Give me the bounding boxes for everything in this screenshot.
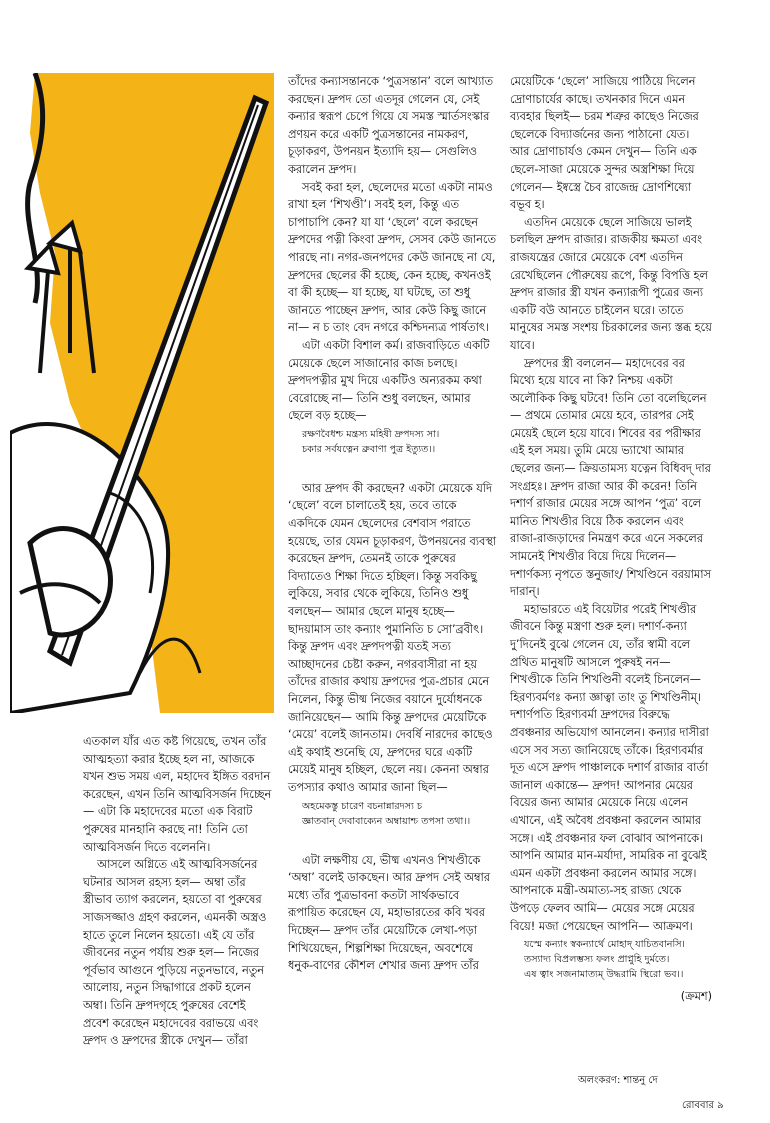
column-1 [83,733,273,1050]
verse-line: তস্যাদ্য বিপ্রলম্ভস্য ফলং প্রাপ্নুহি দুর্মতে। [524,954,670,966]
illustration-credit: অলংকরণ: শান্তনু দে [578,1075,658,1086]
continued-note: (ক্রমশ) [680,990,712,1004]
sanskrit-verse [302,799,498,829]
column-2 [288,73,498,975]
paragraph: আসলে অগ্নিতে এই আত্মবিসর্জনের ঘটনার আসল রহস্য হল— অম্বা তাঁর স্ত্রীভাব ত্যাগ করলেন, হয়তো বা পুরুষের সাজসজ্জাও গ্রহণ করলেন, এমনকী অস্ত্রও হাতে তুলে নিলেন হয়তো। এই যে তাঁর জীবনের নতুন পর্যায় শুরু হল— নিজের পূর্বভাব আগুনে পুড়িয়ে নতুনভাবে, নতুন আলোয়, নতুন সিদ্ধাগারে প্রকট হলেন অম্বা। তিনি দ্রুপদগৃহে পুরুষের বেশেই প্রবেশ করেছেন মহাদেবের বরাভয়ে এবং দ্রুপদ ও দ্রুপদের স্ত্রীকে দেখুন— তাঁরা [83,858,267,1048]
paragraph: এতকাল যাঁর এত কষ্ট গিয়েছে, তখন তাঁর আত্মহত্যা করার ইচ্ছে হল না, আজকে যখন শুভ সময় এল, মহাদেব ইঙ্গিত বরদান করেছেন, এখন তিনি আত্মবিসর্জন দিচ্ছেন— এটা কি মহাদেবের মতো এক বিরাট পুরুষের মানহানি করছে না! তিনি তো আত্মবিসর্জন দিতে বলেননি। [83,735,272,854]
paragraph: এটা একটা বিশাল কর্ম। রাজবাড়িতে একটি মেয়েকে ছেলে সাজানোর কাজ চলছে। দ্রুপদপত্নীর মুখ দিয়ে একটিও অন্যরকম কথা বেরোচ্ছে না— তিনি শুধু বলছেন, আমার ছেলে বড় হচ্ছে— [288,338,490,423]
verse-line: এষ ত্বাং সজনামাত্যম্ উদ্ধরামি স্থিরো ভব।। [524,969,684,981]
sword-illustration [10,73,274,713]
paragraph: তাঁদের কন্যাসন্তানকে ‘পুত্রসন্তান’ বলে আখ্যাত করছেন। দ্রুপদ তো এতদূর গেলেন যে, সেই কন্যার স্বরূপ চেপে গিয়ে যে সমস্ত স্মার্তসংস্কার প্রণয়ন করে একটি পুত্রসন্তানের নামকরণ, চূড়াকরণ, উপনয়ন ইত্যাদি হয়— সেগুলিও করালেন দ্রুপদ। [288,75,493,176]
verse-line: রক্ষণবৈধশ্চ মন্ত্রস্য মহিষী দ্রুপদস্য সা। [302,428,440,440]
paragraph: মেয়েটিকে ‘ছেলে’ সাজিয়ে পাঠিয়ে দিলেন দ্রোণাচার্যের কাছে। তখনকার দিনে এমন ব্যবহার ছিলই— চরম শত্রুর কাছেও নিজের ছেলেকে বিদ্যার্জনের জন্য পাঠানো যেত। আর দ্রোণাচার্যও কেমন দেখুন— তিনি এক ছেলে-সাজা মেয়েকে সুন্দর অস্ত্রশিক্ষা দিয়ে গেলেন— ইষ্বস্ত্রে চৈব রাজেন্দ্র দ্রোণশিষ্যো বভূব হ। [510,75,699,212]
page-folio: রোববার ৯ [682,1100,724,1111]
verse-line: যস্মে কন্যাং স্বকন্যার্থে মোহাদ্ যাচিতবানসি। [524,939,685,951]
sanskrit-verse [302,427,498,457]
paragraph: এটা লক্ষণীয় যে, ভীষ্ম এখনও শিখণ্ডীকে ‘অম্বা’ বলেই ডাকছেন। আর দ্রুপদ সেই অম্বার মধ্যে তাঁর পুত্রভাবনা কতটা সার্থকভাবে রূপায়িত করেছেন যে, মহাভারতের কবি খবর দিচ্ছেন— দ্রুপদ তাঁর মেয়েটিকে লেখা-পড়া শিখিয়েছেন, শিল্পশিক্ষা দিয়েছেন, অবশেষে ধনুক-বাণের কৌশল শেখার জন্য দ্রুপদ তাঁর [288,853,491,973]
verse-line: জ্ঞাতবান্ দেবাবাক্যেন অম্বায়াশ্চ তপসা তথা।। [302,815,471,827]
column-3 [510,73,712,1006]
verse-line: চকার সর্বযত্নেন ব্রুবাণা পুত্র ইত্যুত।। [302,443,436,455]
paragraph: আর দ্রুপদ কী করছেন? একটা মেয়েকে যদি ‘ছেলে’ বলে চালাতেই হয়, তবে তাকে একদিকে যেমন ছেলেদের বেশবাস পরাতে হয়েছে, তার যেমন চূড়াকরণ, উপনয়নের ব্যবস্থা করেছেন দ্রুপদ, তেমনই তাকে পুরুষের বিদ্যাতেও শিক্ষা দিতে হচ্ছিল। কিন্তু সবকিছু লুকিয়ে, সবার থেকে লুকিয়ে, তিনিও শুধু বলছেন— আমার ছেলে মানুষ হচ্ছে— ছাদয়ামাস তাং কন্যাং পুমানিতি চ সো’ব্রবীৎ। কিন্তু দ্রুপদ এবং দ্রুপদপত্নী যতই সত্য আচ্ছাদনের চেষ্টা করুন, নগরবাসীরা না হয় তাঁদের রাজার কথায় দ্রুপদের পুত্র-প্রচার মেনে নিলেন, কিন্তু ভীষ্ম নিজের বয়ানে দুর্যোধনকে জানিয়েছেন— আমি কিন্তু দ্রুপদের মেয়েটিকে ‘মেয়ে’ বলেই জানতাম। দেবর্ষি নারদের কাছেও এই কথাই শুনেছি যে, দ্রুপদের ঘরে একটি মেয়েই মানুষ হচ্ছিল, ছেলে নয়। কেননা অম্বার তপস্যার কথাও আমার জানা ছিল— [288,481,497,794]
sanskrit-verse [524,937,712,982]
paragraph: মহাভারতে এই বিয়েটার পরেই শিখণ্ডীর জীবনে কিন্তু মস্ত্রণা শুরু হল। দশার্ণ-কন্যা দু’দিনেই বুঝে গেলেন যে, তাঁর স্বামী বলে প্রথিত মানুষটি আসলে পুরুষই নন— শিখণ্ডীকে তিনি শিখণ্ডিনী বলেই চিনলেন— হিরণ্যবর্মণঃ কন্যা জ্ঞাত্বা তাং তু শিখণ্ডিনীম্। দশার্ণপতি হিরণ্যবর্মা দ্রুপদের বিরুদ্ধে প্রবঞ্চনার অভিযোগ আনলেন। কন্যার দাসীরা এসে সব সত্য জানিয়েছে তাঁকে। হিরণ্যবর্মার দূত এসে দ্রুপদ পাঞ্চালকে দশার্ণ রাজার বার্তা জানাল একান্তে— দ্রুপদ! আপনার মেয়ের বিয়ের জন্য আমার মেয়েকে নিয়ে এলেন এখানে, এই অবৈধ প্রবঞ্চনা করলেন আমার সঙ্গে। এই প্রবঞ্চনার ফল বোঝাব আপনাকে। আপনি আমার মান-মর্যাদা, সামরিক না বুঝেই এমন একটা প্রবঞ্চনা করলেন আমার সঙ্গে। আপনাকে মন্ত্রী-অমাত্য-সহ রাজ্য থেকে উপড়ে ফেলব আমি— মেয়ের সঙ্গে মেয়ের বিয়ে! মজা পেয়েছেন আপনি— আক্রমণ। [510,602,709,933]
verse-line: অহমেকস্তু চারেণ বচনান্নারদস্য চ [302,800,423,812]
paragraph: এতদিন মেয়েকে ছেলে সাজিয়ে ভালই চলছিল দ্রুপদ রাজার। রাজকীয় ক্ষমতা এবং রাজযন্ত্রের জোরে মেয়েকে বেশ এতদিন রেখেছিলেন পৌরুষেয় রূপে, কিন্তু বিপত্তি হল দ্রুপদ রাজার স্ত্রী যখন কন্যারূপী পুত্রের জন্য একটি বউ আনতে চাইলেন ঘরে। তাতে মানুষের সমস্ত সংশয় চিরকালের জন্য স্তব্ধ হয়ে যাবে। [510,215,712,352]
paragraph: সবই করা হল, ছেলেদের মতো একটা নামও রাখা হল ‘শিখণ্ডী’। সবই হল, কিন্তু এত চাপাচাপি কেন? যা যা ‘ছেলে’ বলে করছেন দ্রুপদের পত্নী কিংবা দ্রুপদ, সেসব কেউ জানতে পারছে না। নগর-জনপদের কেউ জানছে না যে, দ্রুপদের ছেলের কী হচ্ছে, কেন হচ্ছে, কখনওই বা কী হচ্ছে— যা হচ্ছে, যা ঘটছে, তা শুধু জানতে পাচ্ছেন দ্রুপদ, আর কেউ কিছু জানে না— ন চ তাং বেদ নগরে কশ্চিদন্যত্র পার্ষতাৎ। [288,180,496,335]
paragraph: দ্রুপদের স্ত্রী বললেন— মহাদেবের বর মিথ্যে হয়ে যাবে না কি? নিশ্চয় একটা অলৌকিক কিছু ঘটবে! তিনি তো বলেছিলেন— প্রথমে তোমার মেয়ে হবে, তারপর সেই মেয়েই ছেলে হয়ে যাবে। শিবের বর পরীক্ষার এই হল সময়। তুমি মেয়ে ভ্যাখো আমার ছেলের জন্য— ক্রিয়তামস্য যত্নেন বিধিবদ্ দার সংগ্রহঃ। দ্রুপদ রাজা আর কী করেন! তিনি দশার্ণ রাজার মেয়ের সঙ্গে আপন ‘পুত্র’ বলে মানিত শিখণ্ডীর বিয়ে ঠিক করলেন এবং রাজা-রাজড়াদের নিমন্ত্রণ করে এনে সকলের সামনেই শিখণ্ডীর বিয়ে দিয়ে দিলেন— দশার্ণকস্য নৃপতে স্তনুজাং/ শিখণ্ডিনে বরয়ামাস দারান্। [510,356,711,599]
